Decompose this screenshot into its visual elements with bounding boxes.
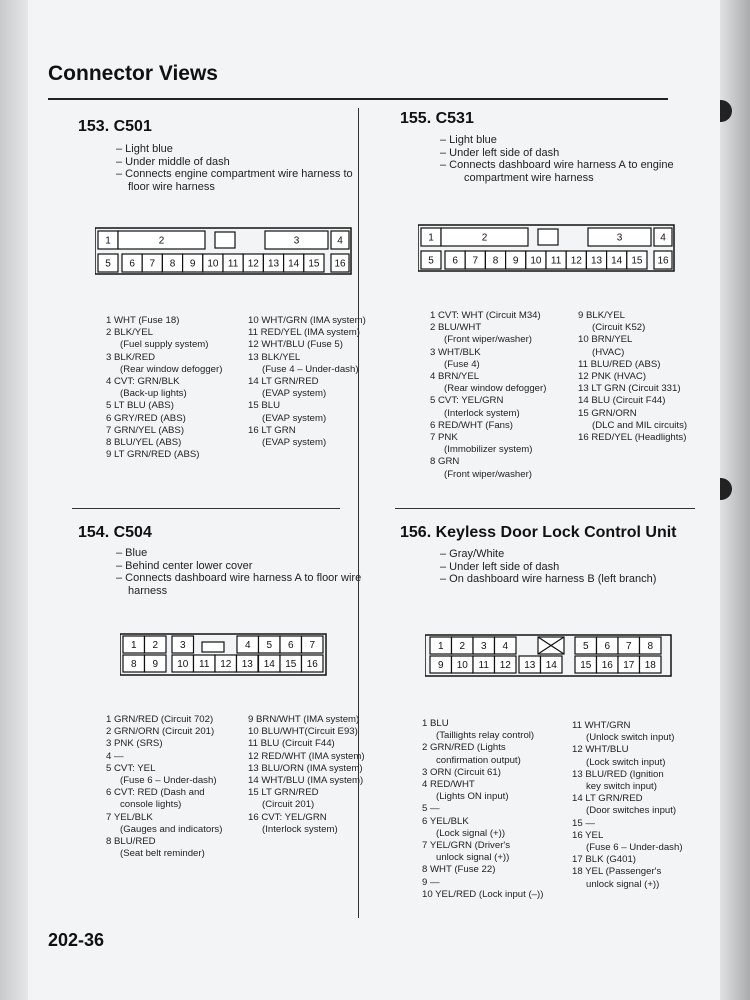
cavity-number: 4	[502, 641, 509, 652]
cavity-number: 16	[601, 660, 613, 671]
pin-list-left	[106, 714, 222, 860]
pin-list-left	[422, 718, 543, 901]
connector-key	[215, 232, 235, 248]
pin-entry: 15 —	[572, 817, 595, 829]
pin-entry: 10 BRN/YEL	[578, 334, 633, 346]
cavity-number: 7	[472, 255, 479, 267]
cavity-number: 8	[130, 659, 137, 670]
desc-line: – Light blue	[440, 134, 497, 146]
pin-entry: 15 GRN/ORN	[578, 407, 637, 419]
pin-list-left	[106, 315, 222, 461]
section-description	[116, 547, 361, 597]
cavity-number: 3	[179, 640, 186, 651]
desc-line: floor wire harness	[128, 180, 215, 193]
pin-entry: 1 BLU	[422, 718, 449, 729]
desc-line: – Connects dashboard wire harness A to floor wire	[116, 572, 362, 584]
cavity-number: 11	[550, 255, 562, 267]
pin-note: (Front wiper/washer)	[444, 334, 532, 346]
pin-entry: 16 CVT: YEL/GRN	[248, 811, 327, 823]
cavity-number: 2	[459, 641, 466, 652]
pin-note: (Circuit K52)	[592, 322, 646, 334]
pin-entry: 12 WHT/BLU (Fuse 5)	[248, 339, 343, 351]
cavity-number: 10	[530, 255, 542, 267]
pin-list-right	[248, 315, 366, 449]
cavity-number: 9	[512, 255, 519, 267]
pin-note: confirmation output)	[436, 754, 521, 766]
cavity-number: 8	[647, 641, 654, 652]
connector-c531-diagram	[418, 223, 683, 273]
pin-note: (Fuse 4)	[444, 358, 480, 370]
cavity-number: 4	[244, 640, 251, 651]
desc-line: – Under middle of dash	[116, 155, 230, 168]
connector-c501-diagram	[95, 226, 355, 276]
cavity-number: 10	[207, 258, 219, 270]
cavity-number: 12	[499, 660, 511, 671]
cavity-number: 16	[657, 255, 669, 267]
pin-entry: 5 LT BLU (ABS)	[106, 400, 174, 412]
pin-entry: 2 BLK/YEL	[106, 327, 153, 339]
pin-list-right	[248, 714, 365, 836]
pin-note: unlock signal (+))	[436, 852, 510, 864]
pin-note: (EVAP system)	[262, 388, 327, 400]
desc-line: harness	[128, 584, 168, 597]
pin-note: (Front wiper/washer)	[444, 468, 532, 480]
desc-line: – Connects engine compartment wire harness to	[116, 168, 353, 180]
pin-entry: 2 GRN/RED (Lights	[422, 742, 506, 754]
pin-entry: 3 PNK (SRS)	[106, 738, 163, 750]
desc-line: – Light blue	[116, 143, 173, 155]
page-title: Connector Views	[48, 62, 218, 85]
pin-entry: 16 LT GRN	[248, 424, 296, 436]
pin-note: (Immobilizer system)	[444, 444, 533, 456]
cavity-number: 9	[437, 660, 444, 671]
connector-key	[538, 229, 558, 245]
pin-note: (Circuit 201)	[262, 799, 315, 811]
cavity-number: 14	[611, 255, 623, 267]
pin-entry: 4 RED/WHT	[422, 779, 475, 791]
cavity-number: 17	[623, 660, 635, 671]
cavity-number: 3	[480, 641, 487, 652]
pin-note: (Fuel supply system)	[120, 339, 209, 351]
desc-line: – On dashboard wire harness B (left branch)	[440, 573, 657, 585]
cavity-number: 14	[288, 258, 300, 270]
pin-entry: 1 GRN/RED (Circuit 702)	[106, 714, 214, 725]
pin-list-left	[430, 310, 546, 481]
pin-note: (Fuse 6 – Under-dash)	[586, 842, 683, 854]
pin-entry: 8 WHT (Fuse 22)	[422, 864, 496, 876]
pin-note: (EVAP system)	[262, 437, 327, 449]
cavity-number: 5	[266, 640, 273, 651]
pin-entry: 11 WHT/GRN	[572, 720, 631, 731]
section-heading: 156. Keyless Door Lock Control Unit	[400, 524, 677, 541]
pin-entry: 10 WHT/GRN (IMA system)	[248, 315, 366, 326]
pin-entry: 15 LT GRN/RED	[248, 787, 319, 799]
cavity-number: 1	[437, 641, 444, 652]
cavity-number: 8	[492, 255, 499, 267]
cavity-number: 16	[334, 258, 346, 270]
cavity-number: 16	[306, 659, 318, 670]
pin-note: (Lights ON input)	[436, 791, 509, 803]
pin-entry: 14 LT GRN/RED	[572, 793, 643, 805]
pin-entry: 8 GRN	[430, 456, 460, 468]
cavity-number: 12	[220, 659, 232, 670]
pin-entry: 9 LT GRN/RED (ABS)	[106, 449, 200, 461]
pin-note: (Gauges and indicators)	[120, 823, 223, 835]
cavity-number: 11	[199, 659, 210, 670]
pin-entry: 12 WHT/BLU	[572, 744, 629, 756]
right-page-edge	[720, 0, 750, 1000]
pin-entry: 9 BLK/YEL	[578, 310, 625, 321]
cavity-number: 1	[130, 640, 137, 651]
cavity-number: 5	[105, 258, 111, 270]
connector-keyless-diagram	[425, 633, 675, 678]
pin-entry: 11 BLU (Circuit F44)	[248, 738, 335, 750]
pin-entry: 4 —	[106, 750, 124, 762]
pin-note: (EVAP system)	[262, 412, 327, 424]
pin-list-right	[578, 310, 687, 444]
pin-entry: 3 ORN (Circuit 61)	[422, 766, 501, 778]
pin-note: (Lock signal (+))	[436, 827, 506, 839]
desc-line: – Blue	[116, 547, 148, 559]
pin-entry: 13 BLU/RED (Ignition	[572, 768, 664, 780]
desc-line: – Under left side of dash	[440, 146, 560, 159]
pin-entry: 7 YEL/GRN (Driver's	[422, 840, 511, 852]
pin-entry: 4 CVT: GRN/BLK	[106, 376, 180, 388]
desc-line: – Connects dashboard wire harness A to engine	[440, 159, 674, 171]
cavity-number: 5	[582, 641, 589, 652]
pin-note: (HVAC)	[592, 346, 625, 358]
pin-note: (Back-up lights)	[120, 388, 187, 400]
cavity-number: 2	[481, 232, 488, 244]
cavity-number: 11	[478, 660, 489, 671]
cavity-number: 3	[616, 232, 623, 244]
pin-note: (Lock switch input)	[586, 756, 666, 768]
pin-note: (Rear window defogger)	[444, 383, 547, 395]
pin-entry: 14 LT GRN/RED	[248, 376, 319, 388]
pin-note: (Rear window defogger)	[120, 363, 223, 375]
pin-note: (Unlock switch input)	[586, 732, 675, 744]
section-heading: 154. C504	[78, 524, 152, 541]
pin-entry: 5 CVT: YEL	[106, 762, 156, 774]
cavity-number: 13	[524, 660, 536, 671]
pin-note: (DLC and MIL circuits)	[592, 419, 688, 431]
cavity-number: 15	[308, 258, 320, 270]
row-divider	[72, 508, 340, 509]
pin-entry: 3 BLK/RED	[106, 351, 156, 363]
pin-note: unlock signal (+))	[586, 878, 660, 890]
cavity-number: 6	[129, 258, 135, 270]
pin-entry: 14 BLU (Circuit F44)	[578, 395, 666, 407]
pin-note: (Fuse 6 – Under-dash)	[120, 775, 217, 787]
cavity-number: 13	[241, 659, 253, 670]
cavity-number: 7	[149, 258, 156, 270]
pin-entry: 9 —	[422, 876, 440, 888]
section-heading: 155. C531	[400, 110, 474, 127]
connector-key	[202, 642, 224, 652]
pin-entry: 13 BLU/ORN (IMA system)	[248, 762, 363, 774]
pin-entry: 13 LT GRN (Circuit 331)	[578, 383, 681, 395]
pin-note: console lights)	[120, 799, 182, 811]
cavity-number: 15	[631, 255, 643, 267]
pin-note: (Interlock system)	[262, 823, 338, 835]
cavity-number: 5	[428, 255, 434, 267]
pin-note: (Interlock system)	[444, 407, 520, 419]
pin-list-right	[572, 720, 683, 891]
cavity-number: 13	[267, 258, 280, 270]
pin-entry: 2 GRN/ORN (Circuit 201)	[106, 726, 215, 738]
desc-line: – Gray/White	[440, 548, 505, 560]
pin-note: (Seat belt reminder)	[120, 848, 205, 860]
section-description	[440, 548, 656, 586]
pin-entry: 6 CVT: RED (Dash and	[106, 787, 205, 799]
cavity-number: 6	[452, 255, 458, 267]
cavity-number: 4	[337, 235, 343, 247]
desc-line: – Behind center lower cover	[116, 559, 253, 572]
pin-note: key switch input)	[586, 781, 657, 793]
pin-entry: 1 WHT (Fuse 18)	[106, 315, 180, 326]
section-heading: 153. C501	[78, 118, 152, 135]
pin-entry: 7 YEL/BLK	[106, 811, 153, 823]
cavity-number: 1	[428, 232, 434, 244]
pin-entry: 6 YEL/BLK	[422, 815, 469, 827]
page-edge	[0, 0, 28, 1000]
cavity-number: 2	[158, 235, 165, 247]
cavity-number: 18	[644, 660, 656, 671]
section-description	[440, 134, 674, 184]
cavity-number: 12	[570, 255, 582, 267]
cavity-number: 15	[285, 659, 297, 670]
cavity-number: 11	[227, 258, 239, 270]
cavity-number: 7	[625, 641, 632, 652]
pin-entry: 6 GRY/RED (ABS)	[106, 412, 186, 424]
cavity-number: 4	[660, 232, 666, 244]
cavity-number: 6	[604, 641, 611, 652]
pin-entry: 7 GRN/YEL (ABS)	[106, 424, 185, 436]
pin-entry: 10 BLU/WHT(Circuit E93)	[248, 726, 358, 738]
cavity-number: 2	[152, 640, 159, 651]
pin-entry: 1 CVT: WHT (Circuit M34)	[430, 310, 541, 321]
pin-entry: 12 PNK (HVAC)	[578, 371, 647, 383]
pin-entry: 18 YEL (Passenger's	[572, 866, 662, 878]
pin-entry: 8 BLU/RED	[106, 836, 156, 848]
section-description	[116, 143, 353, 193]
pin-entry: 5 —	[422, 803, 440, 815]
desc-line: compartment wire harness	[464, 171, 594, 184]
cavity-number: 10	[456, 660, 468, 671]
pin-entry: 3 WHT/BLK	[430, 346, 481, 358]
pin-entry: 11 RED/YEL (IMA system)	[248, 327, 360, 339]
cavity-number: 9	[152, 659, 159, 670]
pin-entry: 12 RED/WHT (IMA system)	[248, 750, 365, 762]
pin-entry: 10 YEL/RED (Lock input (–))	[422, 888, 544, 900]
pin-entry: 7 PNK	[430, 432, 458, 444]
desc-line: – Under left side of dash	[440, 560, 560, 573]
pin-entry: 6 RED/WHT (Fans)	[430, 419, 513, 431]
cavity-number: 9	[189, 258, 196, 270]
row-divider	[395, 508, 695, 509]
pin-entry: 8 BLU/YEL (ABS)	[106, 437, 182, 449]
cavity-number: 14	[545, 660, 557, 671]
title-rule	[48, 98, 668, 100]
pin-entry: 16 YEL	[572, 829, 604, 841]
cavity-number: 8	[169, 258, 176, 270]
cavity-number: 13	[590, 255, 603, 267]
pin-entry: 15 BLU	[248, 400, 280, 412]
cavity-number: 10	[177, 659, 189, 670]
pin-entry: 13 BLK/YEL	[248, 351, 301, 363]
pin-note: (Fuse 4 – Under-dash)	[262, 363, 359, 375]
pin-entry: 5 CVT: YEL/GRN	[430, 395, 504, 407]
pin-entry: 11 BLU/RED (ABS)	[578, 358, 661, 370]
pin-entry: 16 RED/YEL (Headlights)	[578, 432, 687, 444]
pin-entry: 17 BLK (G401)	[572, 854, 636, 866]
cavity-number: 14	[263, 659, 275, 670]
pin-entry: 9 BRN/WHT (IMA system)	[248, 714, 360, 725]
page-number: 202-36	[48, 930, 105, 950]
connector-c504-diagram	[120, 632, 330, 677]
cavity-number: 12	[247, 258, 259, 270]
pin-note: (Door switches input)	[586, 805, 677, 817]
pin-entry: 2 BLU/WHT	[430, 322, 482, 334]
pin-entry: 4 BRN/YEL	[430, 371, 480, 383]
cavity-number: 6	[287, 640, 294, 651]
cavity-number: 15	[580, 660, 592, 671]
cavity-number: 3	[293, 235, 300, 247]
pin-entry: 14 WHT/BLU (IMA system)	[248, 775, 364, 787]
cavity-number: 7	[309, 640, 316, 651]
pin-note: (Taillights relay control)	[436, 730, 535, 742]
cavity-number: 1	[105, 235, 111, 247]
